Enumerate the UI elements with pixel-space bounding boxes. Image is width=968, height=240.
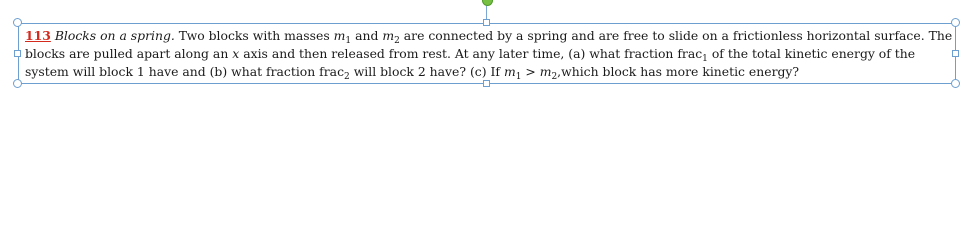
rotate-handle[interactable] bbox=[482, 0, 493, 6]
subscript: 1 bbox=[515, 72, 522, 82]
resize-handle-top-right[interactable] bbox=[951, 18, 960, 27]
text-segment: Two blocks with masses bbox=[174, 28, 334, 43]
resize-handle-bottom-left[interactable] bbox=[13, 79, 22, 88]
x-variable: x bbox=[232, 46, 240, 61]
text-segment: and bbox=[351, 28, 383, 43]
mass-variable: m bbox=[503, 64, 516, 79]
subscript: 1 bbox=[702, 54, 708, 64]
resize-handle-middle-left[interactable] bbox=[14, 50, 21, 57]
mass-variable: m bbox=[382, 28, 395, 43]
mass-variable: m bbox=[539, 64, 552, 79]
problem-text[interactable] bbox=[25, 27, 953, 81]
subscript: 1 bbox=[345, 36, 352, 46]
resize-handle-top-middle[interactable] bbox=[483, 19, 490, 26]
mass-variable: m bbox=[333, 28, 346, 43]
text-segment: of the total kinetic energy of the system will block 1 have and (b) what fraction frac bbox=[25, 46, 916, 79]
text-segment: are connected by a spring and are free to slide on a frictionless horizontal surface. The blocks are pulled apart along an bbox=[25, 28, 953, 61]
text-segment: will block 2 have? (c) If bbox=[349, 64, 504, 79]
resize-handle-top-left[interactable] bbox=[13, 18, 22, 27]
problem-title: Blocks on a spring. bbox=[54, 28, 175, 43]
greater-than: > bbox=[521, 64, 540, 79]
resize-handle-middle-right[interactable] bbox=[952, 50, 959, 57]
subscript: 2 bbox=[551, 72, 558, 82]
text-segment: ,which block has more kinetic energy? bbox=[557, 64, 800, 79]
problem-number: 113 bbox=[25, 28, 51, 43]
resize-handle-bottom-middle[interactable] bbox=[483, 80, 490, 87]
subscript: 2 bbox=[394, 36, 400, 46]
editor-canvas bbox=[0, 0, 968, 117]
subscript: 2 bbox=[344, 72, 350, 82]
text-segment: axis and then released from rest. At any later time, (a) what fraction frac bbox=[239, 46, 703, 61]
